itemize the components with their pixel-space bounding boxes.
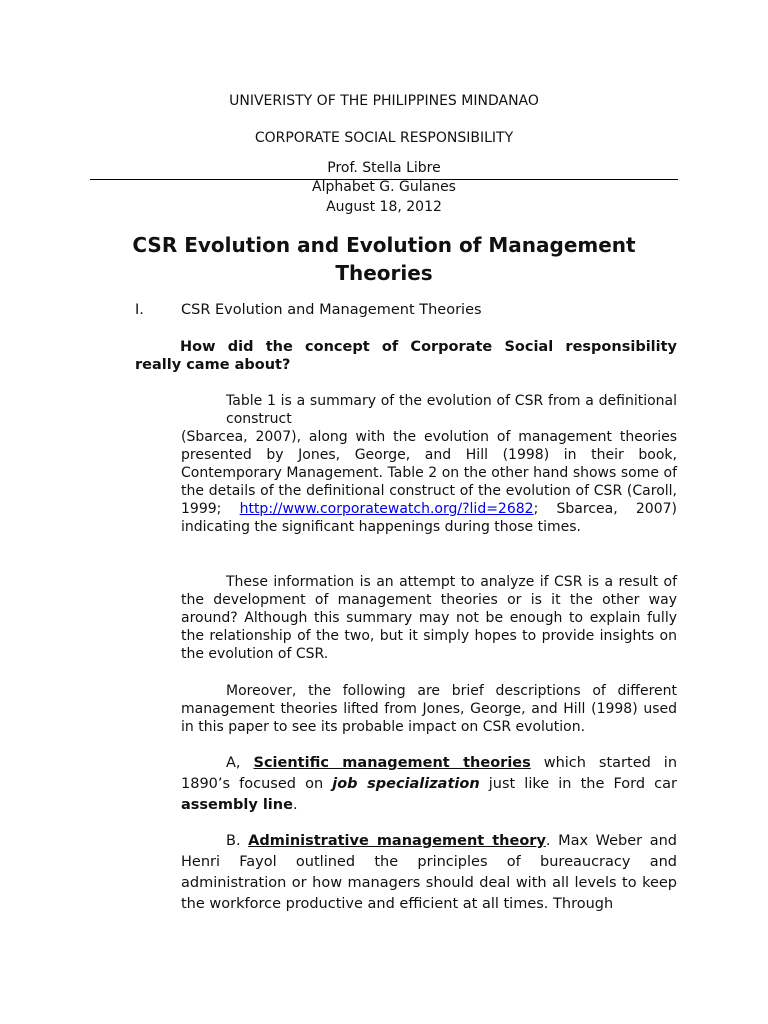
professor-name: Prof. Stella Libre <box>327 160 441 176</box>
paragraph-1-body <box>181 428 677 536</box>
paragraph-1-text: (Sbarcea, 2007), along with the evolution of management theories presented by Jones, George, and Hill (1998) in their book, Contemporary Management. Table 2 on the other hand shows some of the details of the definitional construct of the evolution of CSR (Caroll, 1999; <box>181 429 677 517</box>
assembly-line-term: assembly line <box>181 797 293 813</box>
item-b-prefix: B. <box>226 833 249 849</box>
item-b-text: . Max Weber and Henri Fayol outlined the principles of bureaucracy and administration or how managers should deal with all levels to keep the workforce productive and efficient at all times. Through <box>181 833 677 912</box>
item-a-end: . <box>292 797 298 813</box>
scientific-management-term: Scientific management theories <box>253 755 531 771</box>
paragraph-1-text-end: ; Sbarcea, 2007) indicating the significant happenings during those times. <box>181 501 677 535</box>
item-a-text: which started in 1890’s focused on <box>181 755 678 792</box>
paragraph-2: These information is an attempt to analyze if CSR is a result of the development of management theories or is it the other way around? Although this summary may not be enough to explain fully the relationship of the two, but it simply hopes to provide insights on the evolution of CSR. <box>181 574 677 662</box>
item-a-prefix: A, <box>226 755 254 771</box>
paragraph-3: Moreover, the following are brief descriptions of different management theories lifted from Jones, George, and Hill (1998) used in this paper to see its probable impact on CSR evolution. <box>181 683 677 735</box>
document-date: August 18, 2012 <box>326 199 442 215</box>
paragraph-1-lead: Table 1 is a summary of the evolution of CSR from a definitional construct <box>226 393 677 427</box>
job-specialization-term: job specialization <box>332 776 480 792</box>
corporatewatch-link[interactable]: http://www.corporatewatch.org/?lid=2682 <box>239 501 534 517</box>
author-name: Alphabet G. Gulanes <box>312 179 456 195</box>
section-question: How did the concept of Corporate Social responsibility really came about? <box>135 339 677 373</box>
paragraph-a <box>181 753 677 816</box>
section-number: I. <box>135 302 144 318</box>
section-heading: CSR Evolution and Management Theories <box>181 302 482 318</box>
administrative-management-term: Administrative management theory <box>248 833 546 849</box>
course-title: CORPORATE SOCIAL RESPONSIBILITY <box>254 130 514 146</box>
paragraph-b <box>181 831 677 915</box>
item-a-text-2: just like in the Ford car <box>479 776 678 792</box>
document-title: CSR Evolution and Evolution of Management Theories <box>132 233 636 285</box>
university-name: UNIVERISTY OF THE PHILIPPINES MINDANAO <box>229 93 539 109</box>
